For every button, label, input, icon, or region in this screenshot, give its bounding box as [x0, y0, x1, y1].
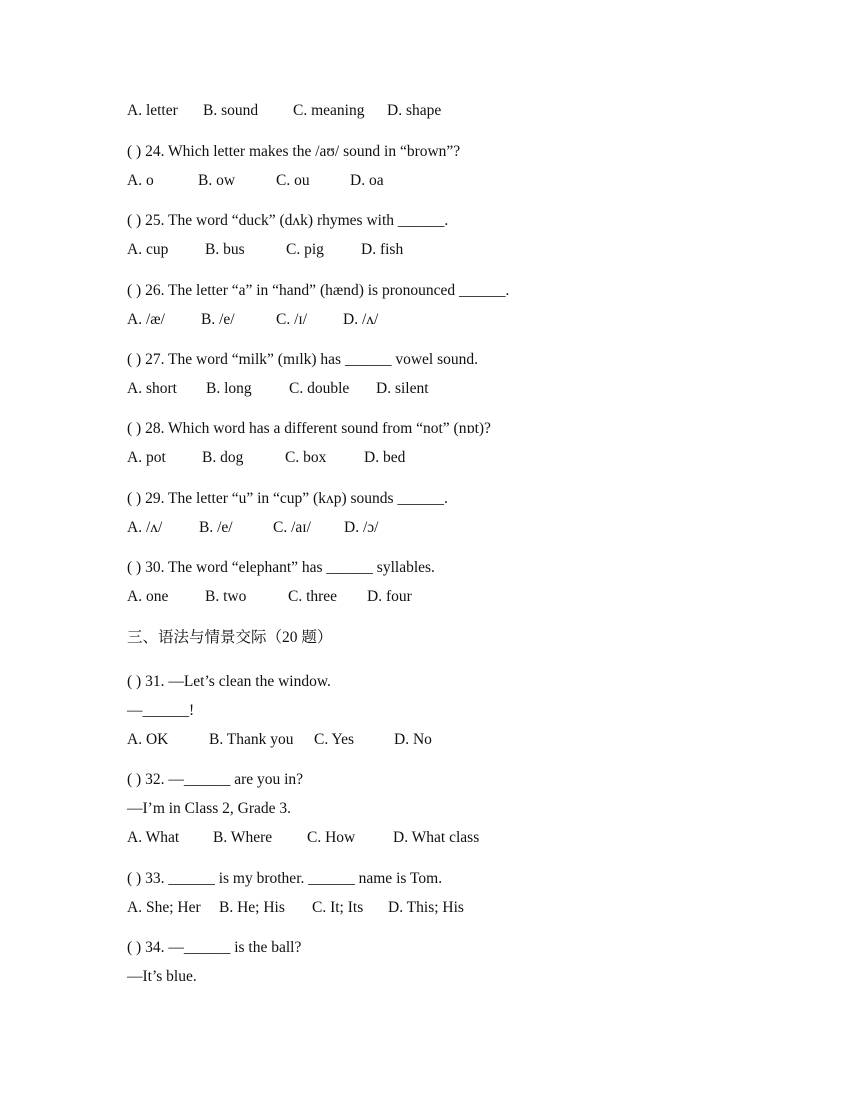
option-c: C. /aɪ/ — [273, 519, 311, 536]
option-c: C. ou — [276, 172, 310, 189]
option-d: D. fish — [361, 241, 404, 258]
question-29: ( ) 29. The letter “u” in “cup” (kʌp) sounds ______. — [127, 490, 448, 507]
option-d: D. /ɔ/ — [344, 519, 379, 536]
options-row-q33 — [127, 898, 767, 918]
option-c: C. It; Its — [312, 899, 364, 916]
question-34-response: —It’s blue. — [127, 968, 197, 985]
option-d: D. No — [394, 731, 432, 748]
options-row-q30 — [127, 587, 767, 607]
option-c: C. /ɪ/ — [276, 311, 308, 328]
question-25: ( ) 25. The word “duck” (dʌk) rhymes with ______. — [127, 212, 449, 229]
options-row-q23 — [127, 101, 767, 121]
option-a: A. What — [127, 829, 180, 846]
option-b: B. Thank you — [209, 731, 294, 748]
option-d: D. This; His — [388, 899, 464, 916]
option-c: C. Yes — [314, 731, 355, 748]
question-30: ( ) 30. The word “elephant” has ______ syllables. — [127, 559, 435, 576]
options-row-q25 — [127, 240, 767, 260]
question-26: ( ) 26. The letter “a” in “hand” (hænd) is pronounced ______. — [127, 282, 510, 299]
option-a: A. one — [127, 588, 169, 605]
question-32: ( ) 32. —______ are you in? — [127, 771, 304, 788]
option-b: B. Where — [213, 829, 273, 846]
option-a: A. o — [127, 172, 154, 189]
options-row-q28 — [127, 448, 767, 468]
option-b: B. He; His — [219, 899, 285, 916]
options-row-q24 — [127, 171, 767, 191]
question-34: ( ) 34. —______ is the ball? — [127, 939, 302, 956]
options-row-q29 — [127, 518, 767, 538]
option-d: D. four — [367, 588, 412, 605]
option-d: D. silent — [376, 380, 429, 397]
option-d: D. What class — [393, 829, 480, 846]
option-a: A. pot — [127, 449, 166, 466]
question-32-response: —I’m in Class 2, Grade 3. — [127, 800, 292, 817]
option-a: A. letter — [127, 102, 178, 119]
option-c: C. pig — [286, 241, 324, 258]
question-24: ( ) 24. Which letter makes the /aʊ/ sound in “brown”? — [127, 143, 461, 160]
option-d: D. /ʌ/ — [343, 311, 379, 328]
option-d: D. bed — [364, 449, 406, 466]
option-c: C. double — [289, 380, 350, 397]
option-a: A. short — [127, 380, 177, 397]
option-d: D. oa — [350, 172, 384, 189]
options-row-q27 — [127, 379, 767, 399]
option-b: B. ow — [198, 172, 236, 189]
options-row-q32 — [127, 828, 767, 848]
option-a: A. /æ/ — [127, 311, 165, 328]
option-b: B. sound — [203, 102, 259, 119]
option-c: C. three — [288, 588, 338, 605]
question-31: ( ) 31. —Let’s clean the window. — [127, 673, 331, 690]
option-a: A. OK — [127, 731, 169, 748]
option-c: C. How — [307, 829, 356, 846]
option-b: B. /e/ — [199, 519, 233, 536]
question-31-response: —______! — [127, 702, 195, 719]
question-33: ( ) 33. ______ is my brother. ______ name is Tom. — [127, 870, 443, 887]
options-row-q31 — [127, 730, 767, 750]
option-a: A. cup — [127, 241, 169, 258]
options-row-q26 — [127, 310, 767, 330]
option-a: A. She; Her — [127, 899, 201, 916]
option-a: A. /ʌ/ — [127, 519, 163, 536]
option-d: D. shape — [387, 102, 442, 119]
question-27: ( ) 27. The word “milk” (mɪlk) has ______ vowel sound. — [127, 351, 478, 368]
option-b: B. /e/ — [201, 311, 235, 328]
option-c: C. meaning — [293, 102, 365, 119]
option-c: C. box — [285, 449, 327, 466]
section-heading: 三、语法与情景交际（20 题） — [127, 629, 333, 646]
option-b: B. two — [205, 588, 247, 605]
option-b: B. long — [206, 380, 252, 397]
question-28: ( ) 28. Which word has a different sound from “not” (nɒt)? — [127, 420, 491, 437]
option-b: B. dog — [202, 449, 244, 466]
option-b: B. bus — [205, 241, 245, 258]
